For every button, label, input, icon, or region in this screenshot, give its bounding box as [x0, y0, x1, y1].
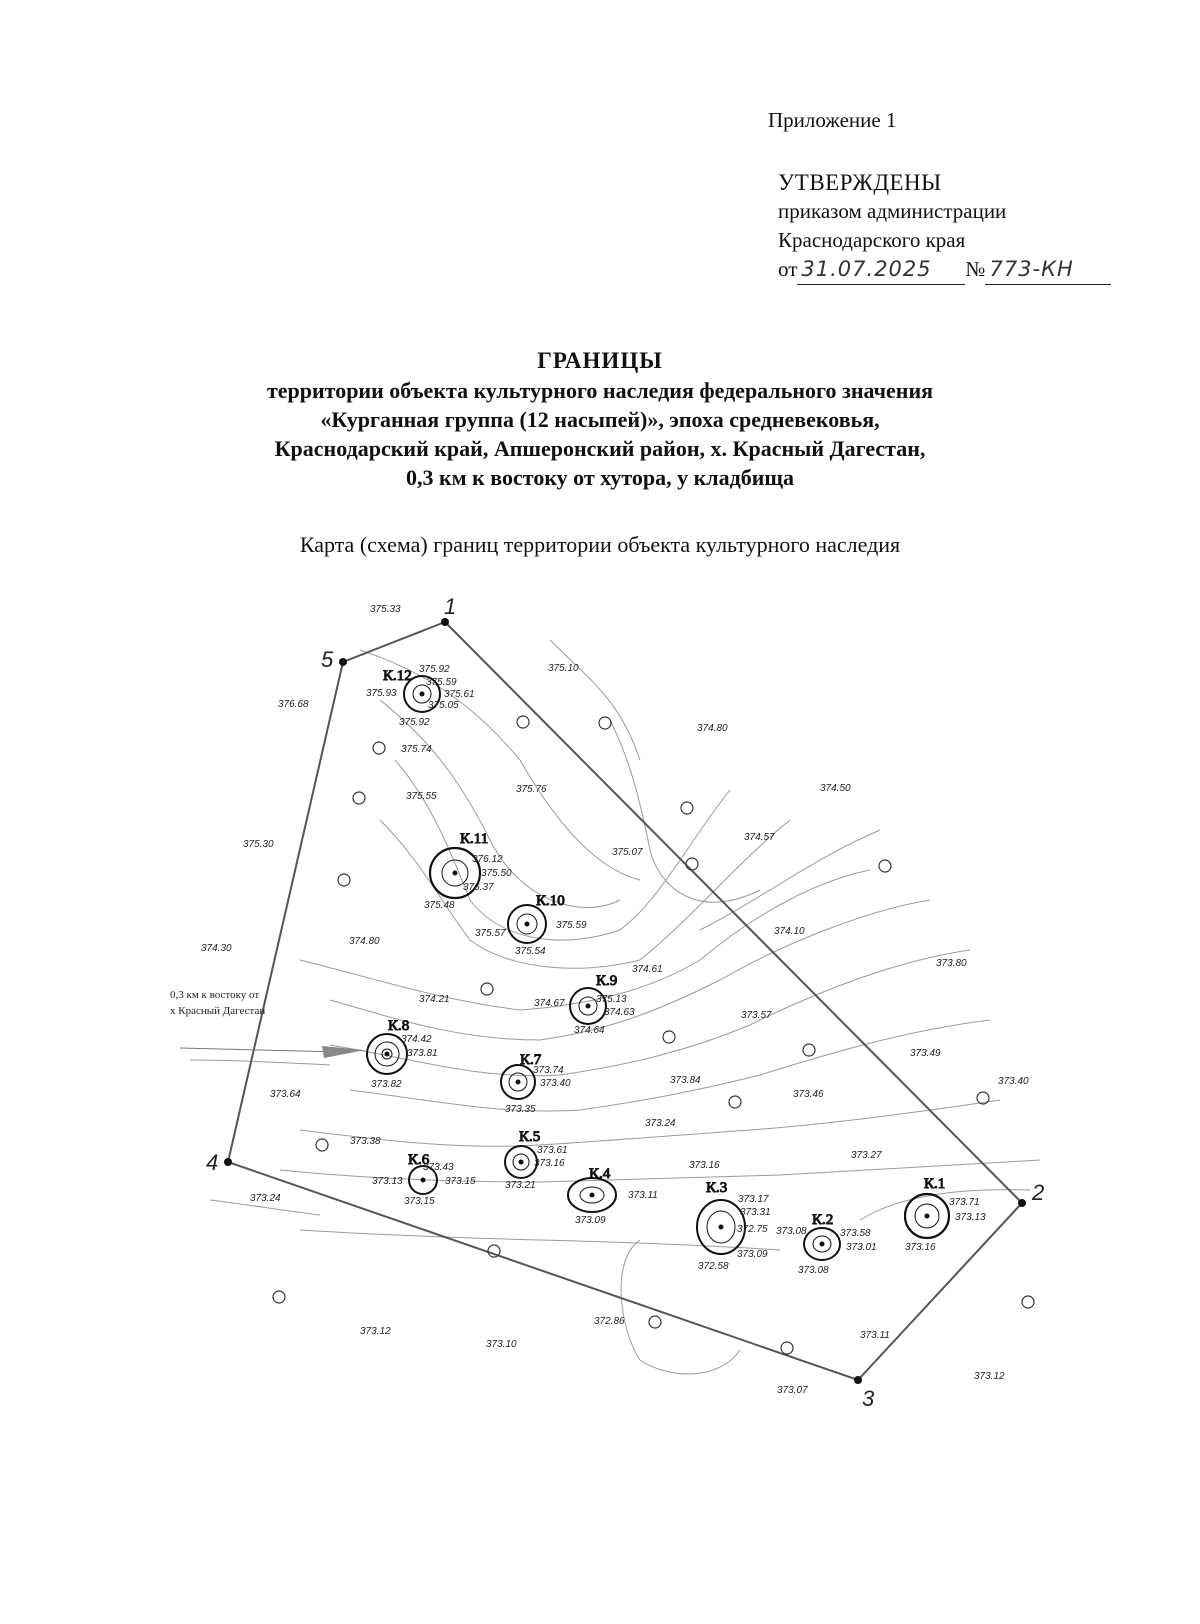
elevation-label: 373.09: [737, 1249, 768, 1260]
elevation-label: 374.57: [744, 832, 775, 843]
kurgan-label-6: К.6: [408, 1152, 430, 1168]
elevation-label: 373.24: [250, 1193, 281, 1204]
elevation-label: 373.11: [860, 1330, 890, 1341]
elevation-label: 373.08: [776, 1226, 807, 1237]
elevation-label: 375.05: [428, 700, 459, 711]
elevation-label: 373.57: [741, 1010, 772, 1021]
elevation-label: 373.64: [270, 1089, 301, 1100]
elevation-label: 373.31: [740, 1207, 771, 1218]
kurgan-label-11: К.11: [460, 831, 489, 847]
title-main: ГРАНИЦЫ: [537, 348, 663, 373]
elevation-label: 375.54: [515, 946, 546, 957]
elevation-label: 374.30: [201, 943, 232, 954]
elevation-label: 373.12: [974, 1371, 1005, 1382]
kurgan-1: [905, 1176, 949, 1238]
location-note: [170, 989, 365, 1058]
elevation-label: 373.80: [936, 958, 967, 969]
elevation-label: 374.67: [534, 998, 565, 1009]
elevation-label: 373.16: [534, 1158, 565, 1169]
elevation-label: 375.93: [366, 688, 397, 699]
elevation-label: 375.76: [516, 784, 547, 795]
location-note-line-2: х Красный Дагестан: [170, 1005, 266, 1017]
elevation-label: 376.37: [463, 882, 494, 893]
elevation-label: 373.82: [371, 1079, 402, 1090]
vertex-label-4: 4: [206, 1150, 219, 1175]
elevation-label: 374.42: [401, 1034, 432, 1045]
elevation-label: 376.68: [278, 699, 309, 710]
elevation-label: 373.58: [840, 1228, 871, 1239]
title-line-3: Краснодарский край, Апшеронский район, х. Красный Дагестан,: [274, 436, 926, 461]
elevation-label: 374.80: [349, 936, 380, 947]
elevation-label: 373.13: [955, 1212, 986, 1223]
elevation-label: 374.80: [697, 723, 728, 734]
vertex-label-3: 3: [862, 1386, 875, 1411]
elevation-label: 374.64: [574, 1025, 605, 1036]
kurgan-5: [505, 1129, 540, 1178]
map-caption: Карта (схема) границ территории объекта культурного наследия: [299, 532, 901, 557]
elevation-label: 373.12: [360, 1326, 391, 1337]
appendix-label: Приложение 1: [768, 108, 897, 132]
elevation-label: 372.75: [737, 1224, 768, 1235]
elevation-label: 375.07: [612, 847, 643, 858]
elevation-label: 375.59: [426, 677, 457, 688]
elevation-label: 375.92: [399, 717, 430, 728]
approval-line-2: Краснодарского края: [778, 228, 966, 252]
elevation-label: 373.81: [407, 1048, 438, 1059]
kurgan-label-8: К.8: [388, 1018, 410, 1034]
elevation-label: 373.71: [949, 1197, 980, 1208]
elevation-label: 375.61: [444, 689, 475, 700]
approved-heading: УТВЕРЖДЕНЫ: [778, 170, 942, 195]
title-line-4: 0,3 км к востоку от хутора, у кладбища: [405, 465, 795, 490]
title-line-1: территории объекта культурного наследия федерального значения: [266, 378, 934, 403]
kurgan-label-12: К.12: [383, 668, 412, 684]
elevation-label: 373.46: [793, 1089, 824, 1100]
elevation-label: 375.59: [556, 920, 587, 931]
elevation-label: 373.15: [445, 1176, 476, 1187]
elevation-label: 372.86: [594, 1316, 625, 1327]
elevation-label: 373.13: [372, 1176, 403, 1187]
elevation-label: 375.48: [424, 900, 455, 911]
elevation-label: 373.27: [851, 1150, 882, 1161]
elevation-label: 374.61: [632, 964, 663, 975]
kurgan-label-10: К.10: [536, 893, 565, 909]
elevation-label: 372.58: [698, 1261, 729, 1272]
elevation-label: 376.12: [472, 854, 503, 865]
elevation-label: 373.21: [505, 1180, 536, 1191]
vertex-label-5: 5: [321, 647, 334, 672]
kurgan-label-5: К.5: [519, 1129, 541, 1145]
elevation-label: 373.11: [628, 1190, 658, 1201]
kurgan-label-1: К.1: [924, 1176, 946, 1192]
elevation-label: 373.16: [689, 1160, 720, 1171]
approval-date: 31.07.2025: [797, 255, 965, 285]
kurgan-8: [367, 1018, 409, 1074]
elevation-label: 373.40: [540, 1078, 571, 1089]
elevation-label: 373.17: [738, 1194, 769, 1205]
elevation-label: 373.08: [798, 1265, 829, 1276]
elevation-label: 374.63: [604, 1007, 635, 1018]
vertex-label-2: 2: [1032, 1180, 1045, 1205]
vertex-label-1: 1: [444, 594, 457, 619]
approval-number: 773-КН: [985, 255, 1111, 285]
elevation-label: 375.33: [370, 604, 401, 615]
location-note-line-1: 0,3 км к востоку от: [170, 989, 260, 1001]
elevation-label: 374.10: [774, 926, 805, 937]
elevation-label: 374.50: [820, 783, 851, 794]
elevation-label: 373.49: [910, 1048, 941, 1059]
title-line-2: «Курганная группа (12 насыпей)», эпоха средневековья,: [320, 407, 880, 432]
elevation-label: 375.50: [481, 868, 512, 879]
elevation-label: 373.74: [533, 1065, 564, 1076]
elevation-label: 375.30: [243, 839, 274, 850]
elevation-label: 373.61: [537, 1145, 568, 1156]
kurgan-6: [408, 1152, 437, 1194]
elevation-label: 375.55: [406, 791, 437, 802]
elevation-label: 373.10: [486, 1339, 517, 1350]
number-prefix: №: [965, 257, 986, 281]
kurgan-2: [804, 1212, 840, 1260]
date-prefix: от: [778, 257, 798, 281]
elevation-label: 373.35: [505, 1104, 536, 1115]
kurgan-label-4: К.4: [589, 1166, 611, 1182]
elevation-label: 373.40: [998, 1076, 1029, 1087]
elevation-label: 374.21: [419, 994, 450, 1005]
kurgan-3: [697, 1180, 745, 1254]
elevation-label: 375.92: [419, 664, 450, 675]
elevation-label: 373.43: [423, 1162, 454, 1173]
elevation-label: 373.16: [905, 1242, 936, 1253]
elevation-label: 373.07: [777, 1385, 808, 1396]
kurgan-label-7: К.7: [520, 1052, 542, 1068]
elevation-label: 373.15: [404, 1196, 435, 1207]
approval-line-1: приказом администрации: [778, 199, 1007, 223]
elevation-label: 375.13: [596, 994, 627, 1005]
kurgan-label-2: К.2: [812, 1212, 834, 1228]
elevation-label: 373.38: [350, 1136, 381, 1147]
elevation-label: 375.74: [401, 744, 432, 755]
elevation-label: 373.84: [670, 1075, 701, 1086]
kurgan-label-3: К.3: [706, 1180, 728, 1196]
elevation-points: [201, 604, 1029, 1396]
kurgan-4: [568, 1166, 616, 1212]
elevation-label: 373.09: [575, 1215, 606, 1226]
kurgan-label-9: К.9: [596, 973, 618, 989]
elevation-label: 373.01: [846, 1242, 877, 1253]
elevation-label: 375.10: [548, 663, 579, 674]
elevation-label: 373.24: [645, 1118, 676, 1129]
elevation-label: 375.57: [475, 928, 506, 939]
kurgan-10: [508, 893, 565, 943]
